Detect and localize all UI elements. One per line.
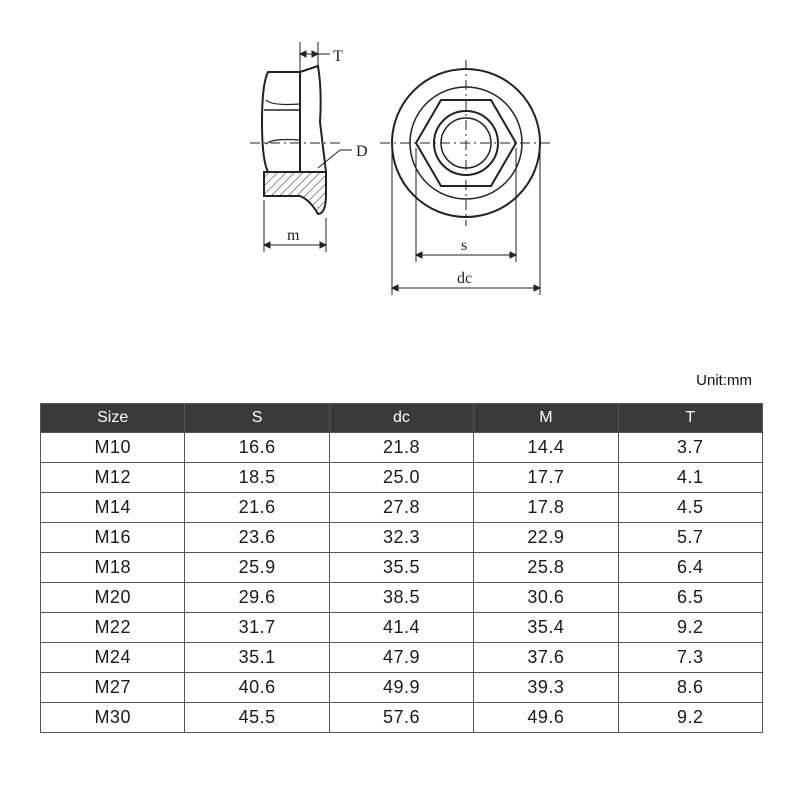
table-row xyxy=(41,463,763,493)
cell-t: 6.4 xyxy=(618,553,762,583)
cell-s: 29.6 xyxy=(185,583,329,613)
cell-dc: 47.9 xyxy=(329,643,473,673)
cell-t: 9.2 xyxy=(618,703,762,733)
unit-label: Unit:mm xyxy=(696,372,752,389)
cell-s: 40.6 xyxy=(185,673,329,703)
cell-size: M16 xyxy=(41,523,185,553)
table-row xyxy=(41,553,763,583)
front-view xyxy=(380,60,552,226)
table-row xyxy=(41,493,763,523)
cell-s: 18.5 xyxy=(185,463,329,493)
cell-t: 5.7 xyxy=(618,523,762,553)
header-t: T xyxy=(618,404,762,433)
cell-dc: 57.6 xyxy=(329,703,473,733)
table-row xyxy=(41,643,763,673)
table-row xyxy=(41,433,763,463)
label-m: m xyxy=(287,227,300,244)
cell-m: 17.7 xyxy=(474,463,618,493)
cell-size: M14 xyxy=(41,493,185,523)
header-m: M xyxy=(474,404,618,433)
cell-s: 16.6 xyxy=(185,433,329,463)
label-s: s xyxy=(461,237,468,254)
table-row xyxy=(41,583,763,613)
table-row xyxy=(41,703,763,733)
cell-dc: 27.8 xyxy=(329,493,473,523)
cell-size: M18 xyxy=(41,553,185,583)
cell-m: 14.4 xyxy=(474,433,618,463)
cell-s: 21.6 xyxy=(185,493,329,523)
table-row xyxy=(41,613,763,643)
cell-t: 9.2 xyxy=(618,613,762,643)
cell-s: 31.7 xyxy=(185,613,329,643)
cell-dc: 38.5 xyxy=(329,583,473,613)
cell-m: 37.6 xyxy=(474,643,618,673)
cell-dc: 21.8 xyxy=(329,433,473,463)
label-D: D xyxy=(356,143,368,160)
cell-dc: 49.9 xyxy=(329,673,473,703)
cell-s: 23.6 xyxy=(185,523,329,553)
cell-size: M24 xyxy=(41,643,185,673)
header-size: Size xyxy=(41,404,185,433)
specification-table xyxy=(40,403,763,733)
cell-dc: 25.0 xyxy=(329,463,473,493)
cell-size: M27 xyxy=(41,673,185,703)
label-T: T xyxy=(333,48,343,65)
table-row xyxy=(41,523,763,553)
header-dc: dc xyxy=(329,404,473,433)
cell-t: 7.3 xyxy=(618,643,762,673)
cell-s: 35.1 xyxy=(185,643,329,673)
side-view xyxy=(250,66,340,214)
cell-size: M10 xyxy=(41,433,185,463)
cell-t: 8.6 xyxy=(618,673,762,703)
cell-t: 4.5 xyxy=(618,493,762,523)
cell-dc: 41.4 xyxy=(329,613,473,643)
cell-dc: 32.3 xyxy=(329,523,473,553)
label-dc: dc xyxy=(457,270,473,287)
cell-t: 3.7 xyxy=(618,433,762,463)
cell-m: 30.6 xyxy=(474,583,618,613)
table-header-row xyxy=(41,404,763,433)
cell-size: M22 xyxy=(41,613,185,643)
cell-m: 35.4 xyxy=(474,613,618,643)
flange-nut-technical-drawing xyxy=(0,0,800,340)
cell-t: 4.1 xyxy=(618,463,762,493)
cell-size: M20 xyxy=(41,583,185,613)
cell-m: 39.3 xyxy=(474,673,618,703)
cell-s: 45.5 xyxy=(185,703,329,733)
table-body xyxy=(41,433,763,733)
cell-size: M30 xyxy=(41,703,185,733)
cell-t: 6.5 xyxy=(618,583,762,613)
table-row xyxy=(41,673,763,703)
cell-s: 25.9 xyxy=(185,553,329,583)
cell-m: 49.6 xyxy=(474,703,618,733)
cell-dc: 35.5 xyxy=(329,553,473,583)
header-s: S xyxy=(185,404,329,433)
cell-m: 22.9 xyxy=(474,523,618,553)
cell-m: 25.8 xyxy=(474,553,618,583)
cell-m: 17.8 xyxy=(474,493,618,523)
cell-size: M12 xyxy=(41,463,185,493)
